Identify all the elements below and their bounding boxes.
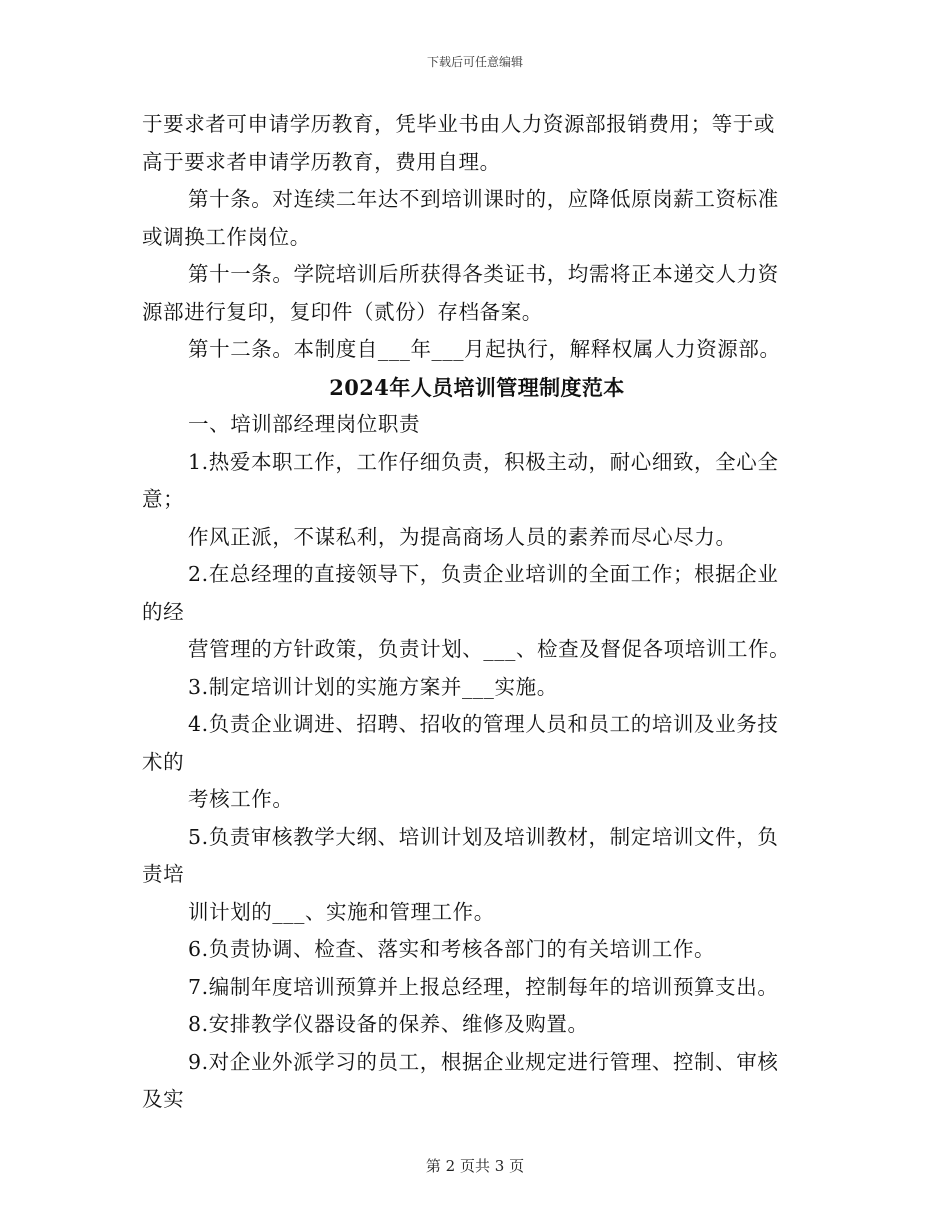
duty-item-6: 6.负责协调、检查、落实和考核各部门的有关培训工作。	[188, 937, 716, 961]
document-body	[142, 106, 812, 1119]
duty-item-4: 4.负责企业调进、招聘、招收的管理人员和员工的培训及业务技	[188, 712, 779, 736]
article-ten-line: 第十条。对连续二年达不到培训课时的，应降低原岗薪工资标准	[188, 187, 779, 211]
duty-item-7: 7.编制年度培训预算并上报总经理，控制每年的培训预算支出。	[188, 974, 779, 999]
page-footer: 第 2 页共 3 页	[425, 1157, 525, 1175]
duty-item-8: 8.安排教学仪器设备的保养、维修及购置。	[188, 1012, 589, 1036]
paragraph-line: 或调换工作岗位。	[142, 224, 311, 249]
duty-item-9-cont: 及实	[142, 1087, 185, 1111]
duty-item-2: 2.在总经理的直接领导下，负责企业培训的全面工作；根据企业	[188, 562, 779, 586]
duty-item-4-cont: 考核工作。	[188, 787, 294, 811]
section-title: 2024年人员培训管理制度范本	[329, 374, 625, 400]
duty-item-2-cont: 的经	[142, 599, 185, 624]
duty-item-4-cont: 术的	[142, 749, 185, 774]
duty-item-1-cont: 作风正派，不谋私利，为提高商场人员的素养而尽心尽力。	[188, 524, 737, 549]
paragraph-line: 源部进行复印，复印件（贰份）存档备案。	[142, 299, 543, 324]
duty-item-3: 3.制定培训计划的实施方案并___实施。	[188, 674, 558, 699]
duty-item-5-cont: 责培	[142, 862, 185, 886]
article-eleven-line: 第十一条。学院培训后所获得各类证书，均需将正本递交人力资	[188, 262, 779, 286]
section-heading: 一、培训部经理岗位职责	[188, 412, 421, 436]
article-twelve-line: 第十二条。本制度自___年___月起执行，解释权属人力资源部。	[188, 337, 781, 361]
duty-item-1: 1.热爱本职工作，工作仔细负责，积极主动，耐心细致，全心全	[188, 449, 779, 474]
duty-item-1-cont: 意；	[142, 487, 185, 511]
page-header: 下载后可任意编辑	[426, 55, 523, 69]
duty-item-5-cont: 训计划的___、实施和管理工作。	[188, 899, 495, 924]
duty-item-2-cont: 营管理的方针政策，负责计划、___、检查及督促各项培训工作。	[188, 637, 791, 661]
paragraph-line: 高于要求者申请学历教育，费用自理。	[142, 149, 501, 174]
paragraph-line: 于要求者可申请学历教育，凭毕业书由人力资源部报销费用；等于或	[142, 112, 775, 136]
duty-item-5: 5.负责审核教学大纲、培训计划及培训教材，制定培训文件，负	[188, 824, 779, 849]
duty-item-9: 9.对企业外派学习的员工，根据企业规定进行管理、控制、审核	[188, 1049, 779, 1074]
